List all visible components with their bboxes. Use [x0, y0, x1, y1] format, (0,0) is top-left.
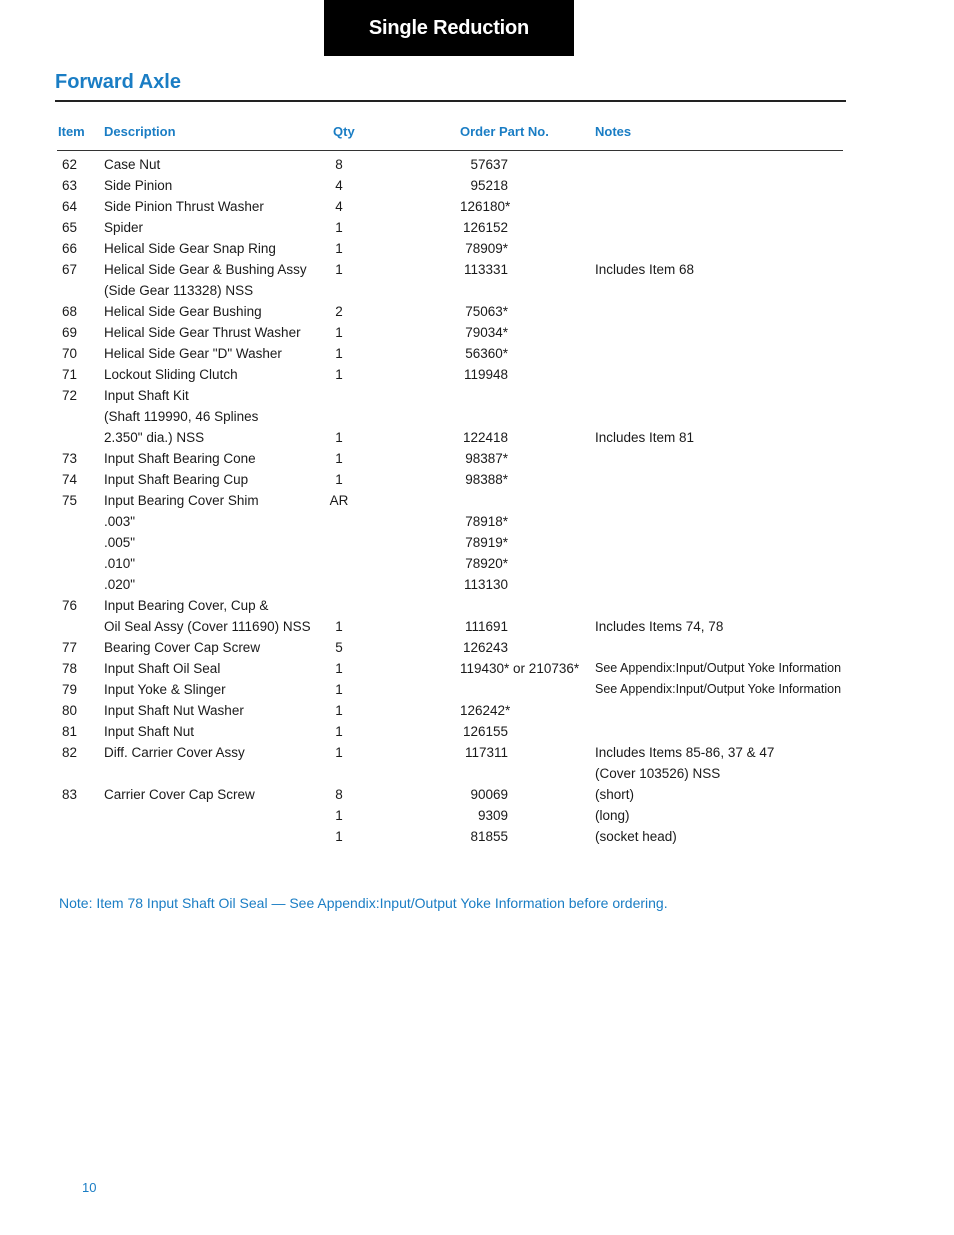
row-description: Input Shaft Nut	[104, 724, 195, 739]
row-description: Side Pinion	[104, 178, 173, 193]
row-part-number: 78920*	[465, 556, 508, 571]
parts-table-body	[0, 154, 954, 847]
row-qty: 1	[335, 472, 343, 487]
row-part-number: 75063*	[465, 304, 508, 319]
row-qty: 1	[335, 346, 343, 361]
row-part-number: 95218	[470, 178, 508, 193]
row-qty: AR	[329, 493, 349, 508]
row-item: 72	[62, 388, 78, 403]
table-row	[0, 238, 954, 259]
row-part-number: 126243	[462, 640, 508, 655]
row-part-number: 117311	[464, 745, 508, 760]
row-description: Helical Side Gear Snap Ring	[104, 241, 276, 256]
row-notes: Includes Items 85-86, 37 & 47	[595, 745, 775, 760]
section-title: Forward Axle	[55, 71, 181, 93]
row-description: Helical Side Gear "D" Washer	[104, 346, 282, 361]
row-part-number: 79034*	[465, 325, 508, 340]
row-qty: 4	[335, 199, 343, 214]
row-item: 82	[62, 745, 78, 760]
table-row	[0, 700, 954, 721]
row-notes: See Appendix:Input/Output Yoke Information	[595, 661, 842, 675]
column-header-notes: Notes	[595, 124, 632, 139]
row-qty: 8	[335, 157, 343, 172]
row-description: (Side Gear 113328) NSS	[104, 283, 254, 298]
table-row	[0, 721, 954, 742]
row-description: .005"	[104, 535, 136, 550]
row-item: 69	[62, 325, 78, 340]
table-row	[0, 637, 954, 658]
row-description: Case Nut	[104, 157, 161, 172]
row-description: Input Bearing Cover Shim	[104, 493, 259, 508]
row-notes: Includes Item 68	[595, 262, 695, 277]
row-description: Oil Seal Assy (Cover 111690) NSS	[104, 619, 311, 634]
row-item: 74	[62, 472, 78, 487]
row-notes: (Cover 103526) NSS	[595, 766, 721, 781]
row-item: 68	[62, 304, 78, 319]
row-part-number: 126180*	[460, 199, 511, 214]
row-part-number: 113130	[463, 577, 508, 592]
table-row	[0, 679, 954, 700]
row-part-number: 90069	[470, 787, 508, 802]
row-qty: 5	[335, 640, 343, 655]
table-row	[0, 343, 954, 364]
table-row	[0, 427, 954, 448]
row-qty: 1	[335, 661, 343, 676]
row-description: Diff. Carrier Cover Assy	[104, 745, 245, 760]
table-row	[0, 175, 954, 196]
row-qty: 1	[335, 325, 343, 340]
table-row	[0, 658, 954, 679]
row-description: .020"	[104, 577, 136, 592]
row-notes: See Appendix:Input/Output Yoke Information	[595, 682, 842, 696]
table-row	[0, 259, 954, 280]
row-part-number: 81855	[470, 829, 508, 844]
row-part-number: 78919*	[465, 535, 508, 550]
row-description: .010"	[104, 556, 136, 571]
row-description: Lockout Sliding Clutch	[104, 367, 238, 382]
row-notes: (socket head)	[595, 829, 677, 844]
row-item: 67	[62, 262, 78, 277]
table-row	[0, 385, 954, 406]
table-row	[0, 553, 954, 574]
row-part-number: 126152	[462, 220, 508, 235]
page-number: 10	[82, 1180, 97, 1195]
row-qty: 1	[335, 619, 343, 634]
row-description: (Shaft 119990, 46 Splines	[104, 409, 259, 424]
row-item: 76	[62, 598, 78, 613]
row-part-number: 119948	[463, 367, 508, 382]
row-description: Helical Side Gear Thrust Washer	[104, 325, 301, 340]
row-item: 70	[62, 346, 78, 361]
row-qty: 1	[335, 430, 343, 445]
row-qty: 2	[335, 304, 343, 319]
column-header-qty: Qty	[333, 124, 355, 139]
footnote: Note: Item 78 Input Shaft Oil Seal — See Appendix:Input/Output Yoke Information before ordering.	[59, 895, 668, 911]
row-notes: Includes Item 81	[595, 430, 695, 445]
table-row	[0, 763, 954, 784]
row-qty: 1	[335, 724, 343, 739]
row-description: Input Shaft Nut Washer	[104, 703, 244, 718]
row-item: 64	[62, 199, 78, 214]
table-row	[0, 595, 954, 616]
row-notes: (short)	[595, 787, 635, 802]
row-part-number: 57637	[470, 157, 508, 172]
table-row	[0, 280, 954, 301]
row-part-number: 126242*	[460, 703, 511, 718]
table-row	[0, 826, 954, 847]
row-part-number: 119430* or 210736*	[460, 661, 580, 676]
row-qty: 1	[335, 808, 343, 823]
row-item: 78	[62, 661, 78, 676]
table-row	[0, 490, 954, 511]
row-item: 66	[62, 241, 78, 256]
row-part-number: 9309	[477, 808, 508, 823]
row-description: Input Shaft Kit	[104, 388, 189, 403]
table-row	[0, 217, 954, 238]
row-description: Input Bearing Cover, Cup &	[104, 598, 269, 613]
row-description: Helical Side Gear & Bushing Assy	[104, 262, 307, 277]
row-notes: Includes Items 74, 78	[595, 619, 724, 634]
row-item: 80	[62, 703, 78, 718]
row-part-number: 98388*	[465, 472, 508, 487]
table-row	[0, 511, 954, 532]
banner-title: Single Reduction	[368, 16, 530, 39]
row-qty: 1	[335, 367, 343, 382]
row-item: 79	[62, 682, 78, 697]
row-part-number: 78909*	[465, 241, 508, 256]
row-qty: 1	[335, 703, 343, 718]
table-row	[0, 574, 954, 595]
row-part-number: 126155	[462, 724, 508, 739]
row-part-number: 78918*	[465, 514, 508, 529]
section-banner	[324, 0, 574, 56]
row-description: 2.350" dia.) NSS	[104, 430, 205, 445]
table-row	[0, 784, 954, 805]
row-description: Bearing Cover Cap Screw	[104, 640, 261, 655]
row-qty: 1	[335, 241, 343, 256]
row-item: 73	[62, 451, 78, 466]
table-row	[0, 448, 954, 469]
row-description: Input Shaft Bearing Cone	[104, 451, 256, 466]
row-part-number: 122418	[462, 430, 508, 445]
row-item: 75	[62, 493, 78, 508]
row-qty: 8	[335, 787, 343, 802]
row-qty: 1	[335, 829, 343, 844]
row-item: 81	[62, 724, 78, 739]
table-row	[0, 616, 954, 637]
table-row	[0, 154, 954, 175]
column-header-description: Description	[104, 124, 176, 139]
row-notes: (long)	[595, 808, 630, 823]
row-item: 62	[62, 157, 78, 172]
title-divider	[55, 100, 846, 102]
table-row	[0, 469, 954, 490]
column-header-part: Order Part No.	[460, 124, 549, 139]
table-row	[0, 196, 954, 217]
row-item: 65	[62, 220, 78, 235]
column-header-item: Item	[58, 124, 85, 139]
row-item: 71	[62, 367, 78, 382]
row-description: Spider	[104, 220, 144, 235]
row-description: Input Shaft Bearing Cup	[104, 472, 249, 487]
row-qty: 1	[335, 745, 343, 760]
row-description: Side Pinion Thrust Washer	[104, 199, 264, 214]
row-part-number: 98387*	[465, 451, 508, 466]
row-description: Input Shaft Oil Seal	[104, 661, 221, 676]
row-item: 83	[62, 787, 78, 802]
header-divider	[57, 150, 843, 151]
table-row	[0, 532, 954, 553]
row-description: Input Yoke & Slinger	[104, 682, 226, 697]
table-row	[0, 322, 954, 343]
table-row	[0, 364, 954, 385]
row-item: 63	[62, 178, 78, 193]
table-row	[0, 742, 954, 763]
row-qty: 1	[335, 451, 343, 466]
row-description: Helical Side Gear Bushing	[104, 304, 262, 319]
row-qty: 1	[335, 220, 343, 235]
row-description: Carrier Cover Cap Screw	[104, 787, 255, 802]
row-qty: 1	[335, 682, 343, 697]
row-qty: 4	[335, 178, 343, 193]
row-qty: 1	[335, 262, 343, 277]
row-description: .003"	[104, 514, 136, 529]
table-row	[0, 406, 954, 427]
row-item: 77	[62, 640, 78, 655]
row-part-number: 56360*	[465, 346, 508, 361]
row-part-number: 111691	[464, 619, 508, 634]
table-row	[0, 805, 954, 826]
row-part-number: 113331	[463, 262, 508, 277]
table-row	[0, 301, 954, 322]
